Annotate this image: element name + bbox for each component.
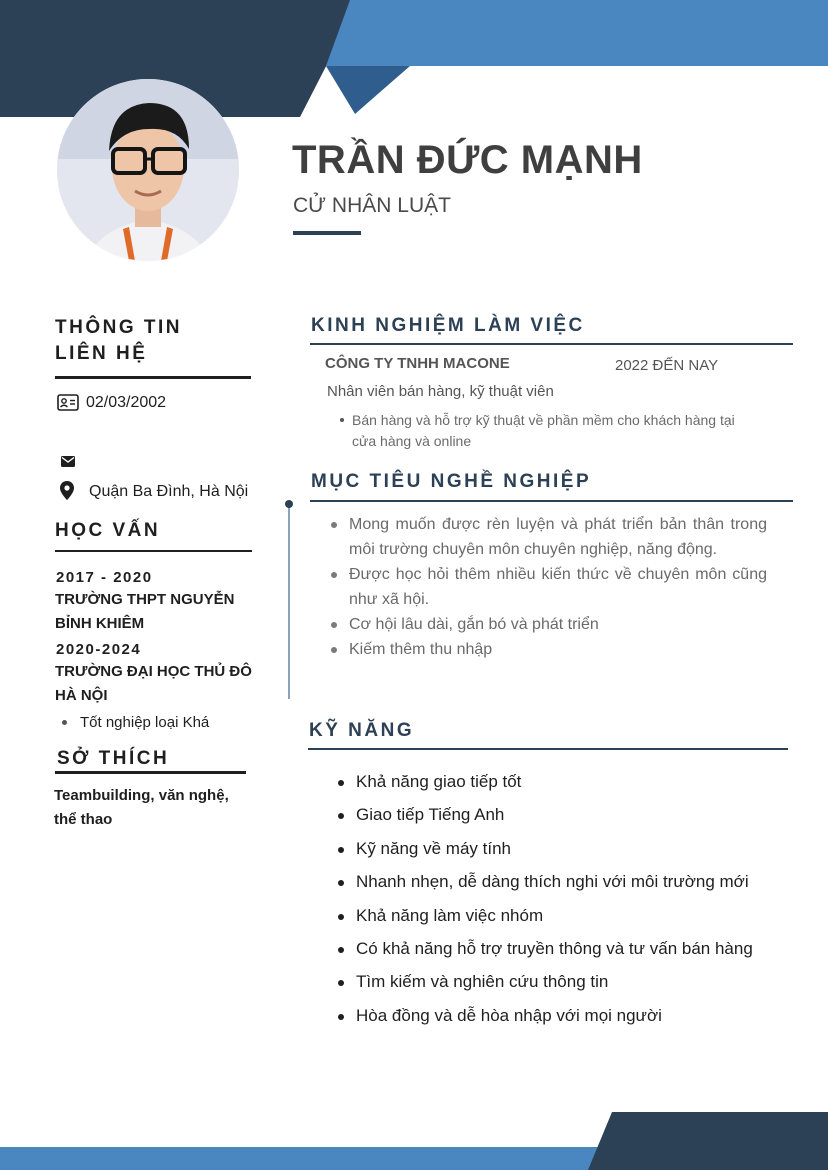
experience-role: Nhân viên bán hàng, kỹ thuật viên: [327, 383, 554, 400]
experience-company: CÔNG TY TNHH MACONE: [325, 355, 510, 372]
skill-item: Nhanh nhẹn, dễ dàng thích nghi với môi trường mới: [332, 872, 792, 905]
id-card-icon: [57, 394, 79, 416]
skills-list: [332, 772, 792, 1039]
skill-item: Kỹ năng về máy tính: [332, 839, 792, 872]
education-year-1: 2017 - 2020: [56, 569, 153, 586]
objective-list: [325, 512, 767, 662]
profile-photo: [57, 79, 239, 261]
education-year-2: 2020-2024: [56, 641, 142, 658]
footer-decoration: [0, 1105, 828, 1170]
objective-rule: [310, 500, 793, 502]
candidate-title: CỬ NHÂN LUẬT: [293, 194, 451, 217]
experience-heading: KINH NGHIỆM LÀM VIỆC: [311, 315, 585, 336]
address-text: Quận Ba Đình, Hà Nội: [89, 483, 249, 500]
title-underline: [293, 231, 361, 235]
envelope-icon: [61, 454, 75, 472]
education-rule: [55, 550, 252, 552]
skill-item: Có khả năng hỗ trợ truyền thông và tư vấn bán hàng: [332, 939, 792, 972]
contact-heading-line1: THÔNG TIN: [55, 317, 182, 338]
experience-bullet: Bán hàng và hỗ trợ kỹ thuật về phần mềm cho khách hàng tại cửa hàng và online: [328, 410, 748, 452]
timeline-line: [288, 504, 290, 699]
experience-bullets: [328, 410, 748, 452]
contact-rule: [55, 376, 251, 379]
education-note: Tốt nghiệp loại Khá: [56, 713, 256, 733]
skills-rule: [308, 748, 788, 750]
education-notes: [56, 713, 256, 733]
objective-item: Mong muốn được rèn luyện và phát triển bản thân trong môi trường chuyên môn chuyên nghiệp, năng động.: [325, 512, 767, 562]
hobbies-rule: [55, 771, 246, 774]
objective-item: Được học hỏi thêm nhiều kiến thức về chuyên môn cũng như xã hội.: [325, 562, 767, 612]
experience-period: 2022 ĐẾN NAY: [615, 357, 719, 374]
education-school-1: TRƯỜNG THPT NGUYỄN BỈNH KHIÊM: [55, 591, 235, 632]
map-pin-icon: [60, 481, 74, 505]
skill-item: Khả năng giao tiếp tốt: [332, 772, 792, 805]
experience-rule: [310, 343, 793, 345]
birthday-text: 02/03/2002: [86, 394, 167, 411]
contact-heading-line2: LIÊN HỆ: [55, 343, 148, 364]
candidate-name: TRẦN ĐỨC MẠNH: [292, 138, 643, 182]
skill-item: Hòa đồng và dễ hòa nhập với mọi người: [332, 1006, 792, 1039]
timeline-dot: [285, 500, 293, 508]
skill-item: Tìm kiếm và nghiên cứu thông tin: [332, 972, 792, 1005]
education-school-2: TRƯỜNG ĐẠI HỌC THỦ ĐÔ HÀ NỘI: [55, 663, 252, 704]
objective-item: Cơ hội lâu dài, gắn bó và phát triển: [325, 612, 767, 637]
contact-heading: [55, 315, 182, 367]
hobbies-text: Teambuilding, văn nghệ, thể thao: [54, 787, 229, 828]
objective-item: Kiếm thêm thu nhập: [325, 637, 767, 662]
hobbies-heading: SỞ THÍCH: [57, 748, 170, 769]
skills-heading: KỸ NĂNG: [309, 720, 415, 741]
skill-item: Khả năng làm việc nhóm: [332, 906, 792, 939]
skill-item: Giao tiếp Tiếng Anh: [332, 805, 792, 838]
education-heading: HỌC VẤN: [55, 520, 161, 541]
objective-heading: MỤC TIÊU NGHỀ NGHIỆP: [311, 471, 592, 492]
